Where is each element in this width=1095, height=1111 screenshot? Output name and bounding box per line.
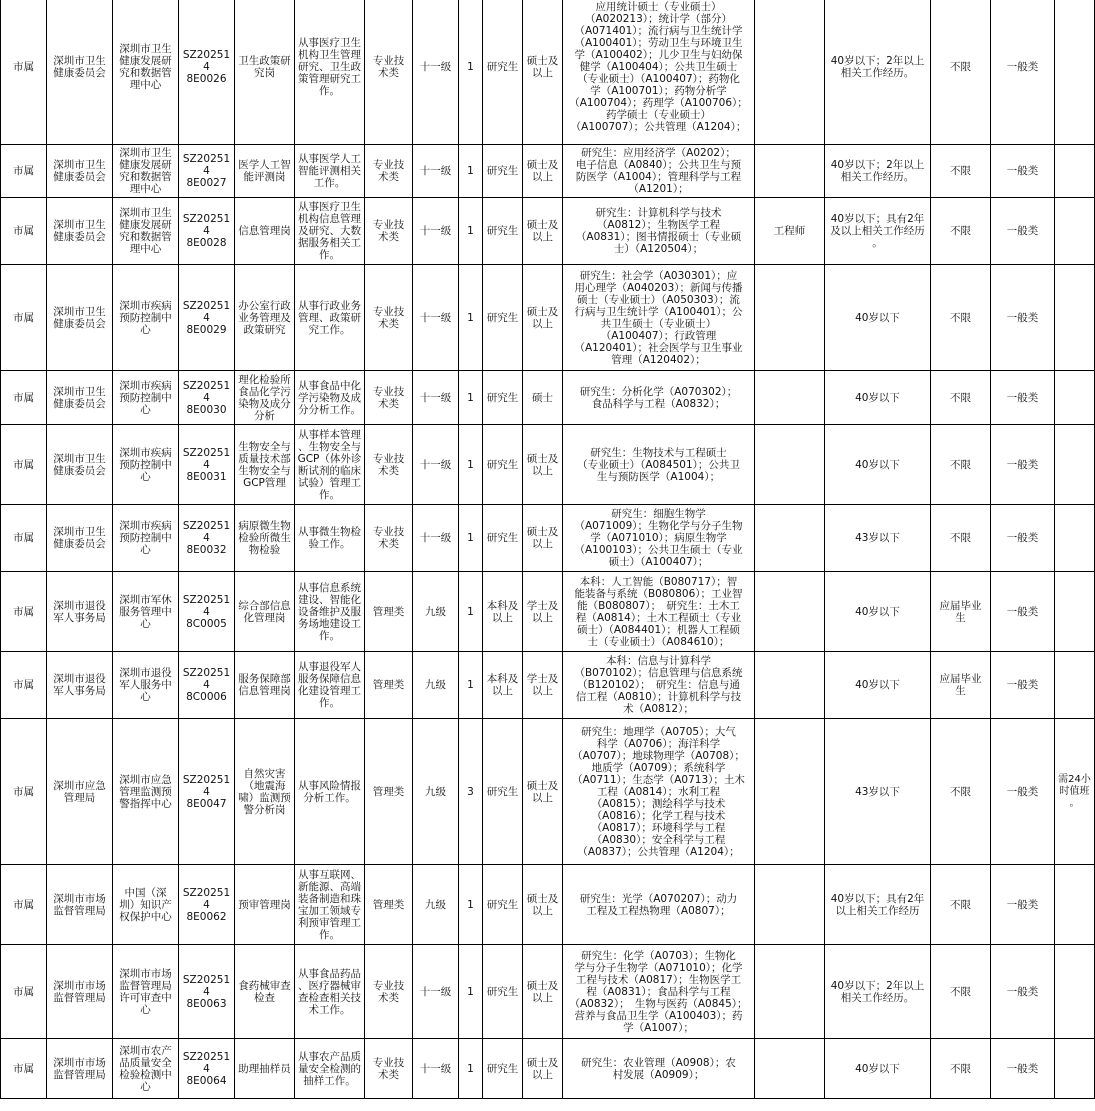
table-row: [1, 198, 1095, 265]
cell-degree: 硕士及 以上: [523, 425, 563, 505]
cell-professional-title: [755, 572, 825, 652]
cell-desc: 从事医学人工 智能评测相关 工作。: [295, 145, 365, 198]
cell-other-requirement: 不限: [931, 265, 991, 371]
cell-note: [1055, 145, 1095, 198]
cell-education: 研究生: [483, 719, 523, 865]
cell-unit: 深圳市卫生 健康发展研 究和数据管 理中心: [113, 145, 179, 198]
cell-grade: 十一级: [413, 945, 459, 1039]
table-row: [1, 572, 1095, 652]
cell-professional-title: [755, 505, 825, 572]
cell-count: 1: [459, 0, 483, 145]
cell-grade: 十一级: [413, 505, 459, 572]
cell-professional-title: [755, 425, 825, 505]
cell-note: [1055, 371, 1095, 425]
cell-other-requirement: 不限: [931, 145, 991, 198]
cell-count: 1: [459, 652, 483, 719]
cell-unit: 深圳市卫生 健康发展研 究和数据管 理中心: [113, 198, 179, 265]
cell-grade: 十一级: [413, 0, 459, 145]
cell-exam-type: 一般类: [991, 865, 1055, 945]
table-row: [1, 145, 1095, 198]
cell-degree: 硕士及 以上: [523, 145, 563, 198]
cell-category: 管理类: [365, 865, 413, 945]
cell-age-requirement: 43岁以下: [825, 505, 931, 572]
cell-age-requirement: 40岁以下；2年以上 相关工作经历。: [825, 945, 931, 1039]
cell-exam-type: 一般类: [991, 719, 1055, 865]
cell-dept: 深圳市退役 军人事务局: [47, 572, 113, 652]
cell-unit: 深圳市市场 监督管理局 许可审查中 心: [113, 945, 179, 1039]
cell-age-requirement: 40岁以下；2年以上 相关工作经历。: [825, 145, 931, 198]
cell-exam-type: 一般类: [991, 505, 1055, 572]
cell-count: 3: [459, 719, 483, 865]
cell-code: SZ202514 8E0032: [179, 505, 235, 572]
cell-note: 需24小 时值班 。: [1055, 719, 1095, 865]
cell-post: 服务保障部 信息管理岗: [235, 652, 295, 719]
cell-other-requirement: 应届毕业 生: [931, 652, 991, 719]
cell-post: 病原微生物 检验所微生 物检验: [235, 505, 295, 572]
cell-professional-title: [755, 371, 825, 425]
cell-count: 1: [459, 1039, 483, 1099]
cell-exam-type: 一般类: [991, 572, 1055, 652]
cell-professional-title: 工程师: [755, 198, 825, 265]
cell-majors: 研究生：分析化学（A070302）； 食品科学与工程（A0832）；: [563, 371, 755, 425]
cell-degree: 硕士及 以上: [523, 719, 563, 865]
cell-level: 市属: [1, 652, 47, 719]
cell-age-requirement: 40岁以下: [825, 652, 931, 719]
cell-post: 办公室行政 业务管理及 政策研究: [235, 265, 295, 371]
cell-category: 专业技 术类: [365, 198, 413, 265]
cell-education: 研究生: [483, 505, 523, 572]
cell-code: SZ202514 8E0062: [179, 865, 235, 945]
table-row: [1, 865, 1095, 945]
cell-majors: 研究生：应用经济学（A0202）； 电子信息（A0840）；公共卫生与预 防医学（A1004）；管理科学与工程 （A1201）；: [563, 145, 755, 198]
cell-note: [1055, 0, 1095, 145]
cell-desc: 从事风险情报 分析工作。: [295, 719, 365, 865]
cell-dept: 深圳市卫生 健康委员会: [47, 265, 113, 371]
cell-level: 市属: [1, 425, 47, 505]
cell-dept: 深圳市卫生 健康委员会: [47, 145, 113, 198]
cell-level: 市属: [1, 865, 47, 945]
cell-note: [1055, 425, 1095, 505]
cell-degree: 硕士及 以上: [523, 945, 563, 1039]
cell-post: 预审管理岗: [235, 865, 295, 945]
cell-degree: 硕士及 以上: [523, 865, 563, 945]
cell-other-requirement: 不限: [931, 198, 991, 265]
cell-other-requirement: 不限: [931, 719, 991, 865]
cell-majors: 本科：人工智能（B080717）；智 能装备与系统（B080806）；工业智 能（B080807）； 研究生：土木工 程（A0814）；土木工程硕士（专业 硕士）（A084401）；机器人工程硕 士（专业硕士）（A084610）；: [563, 572, 755, 652]
cell-category: 专业技 术类: [365, 945, 413, 1039]
cell-age-requirement: 40岁以下；具有2年 以上相关工作经历: [825, 865, 931, 945]
cell-count: 1: [459, 371, 483, 425]
cell-grade: 十一级: [413, 265, 459, 371]
cell-note: [1055, 1039, 1095, 1099]
cell-code: SZ202514 8C0005: [179, 572, 235, 652]
cell-professional-title: [755, 265, 825, 371]
cell-majors: 应用统计硕士（专业硕士） （A020213）；统计学（部分） （A071401）；流行病与卫生统计学 （A100401）；劳动卫生与环境卫生 学（A100402）；儿少卫生与妇幼保 健学（A100404）；公共卫生硕士 （专业硕士）（A100407）；药物化 学（A100701）；药物分析学 （A100704）；药理学（A100706）； 药学硕士（专业硕士） （A100707）；公共管理（A1204）；: [563, 0, 755, 145]
cell-category: 专业技 术类: [365, 145, 413, 198]
cell-degree: 硕士: [523, 371, 563, 425]
cell-exam-type: 一般类: [991, 371, 1055, 425]
cell-count: 1: [459, 865, 483, 945]
cell-education: 研究生: [483, 198, 523, 265]
cell-desc: 从事农产品质 量安全检测的 抽样工作。: [295, 1039, 365, 1099]
cell-count: 1: [459, 145, 483, 198]
cell-category: 专业技 术类: [365, 1039, 413, 1099]
table-row: [1, 945, 1095, 1039]
cell-age-requirement: 40岁以下: [825, 1039, 931, 1099]
cell-code: SZ202514 8E0029: [179, 265, 235, 371]
cell-other-requirement: 不限: [931, 945, 991, 1039]
cell-desc: 从事医疗卫生 机构卫生管理 研究、卫生政 策管理研究工 作。: [295, 0, 365, 145]
cell-code: SZ202514 8C0006: [179, 652, 235, 719]
cell-note: [1055, 505, 1095, 572]
table-row: [1, 371, 1095, 425]
cell-count: 1: [459, 198, 483, 265]
cell-post: 助理抽样员: [235, 1039, 295, 1099]
cell-category: 专业技 术类: [365, 371, 413, 425]
cell-unit: 深圳市卫生 健康发展研 究和数据管 理中心: [113, 0, 179, 145]
cell-code: SZ202514 8E0026: [179, 0, 235, 145]
cell-professional-title: [755, 945, 825, 1039]
cell-majors: 研究生：光学（A070207）；动力 工程及工程热物理（A0807）；: [563, 865, 755, 945]
cell-grade: 十一级: [413, 198, 459, 265]
cell-level: 市属: [1, 145, 47, 198]
cell-exam-type: 一般类: [991, 265, 1055, 371]
cell-category: 管理类: [365, 719, 413, 865]
cell-education: 研究生: [483, 265, 523, 371]
cell-degree: 硕士及 以上: [523, 198, 563, 265]
table-row: [1, 0, 1095, 145]
cell-count: 1: [459, 425, 483, 505]
cell-level: 市属: [1, 265, 47, 371]
cell-level: 市属: [1, 505, 47, 572]
cell-desc: 从事食品药品 、医疗器械审 查检查相关技 术工作。: [295, 945, 365, 1039]
cell-desc: 从事退役军人 服务保障信息 化建设管理工 作。: [295, 652, 365, 719]
cell-count: 1: [459, 945, 483, 1039]
cell-grade: 十一级: [413, 145, 459, 198]
cell-majors: 研究生：地理学（A0705）；大气 科学（A0706）；海洋科学 （A0707）；地球物理学（A0708）； 地质学（A0709）；系统科学 （A0711）；生态学（A0713）；土木 工程（A0814）；水利工程 （A0815）；测绘科学与技术 （A0816）；化学工程与技术 （A0817）；环境科学与工程 （A0830）；安全科学与工程 （A0837）；公共管理（A1204）；: [563, 719, 755, 865]
cell-education: 研究生: [483, 371, 523, 425]
cell-grade: 十一级: [413, 371, 459, 425]
cell-age-requirement: 40岁以下: [825, 265, 931, 371]
cell-grade: 九级: [413, 865, 459, 945]
table-row: [1, 425, 1095, 505]
cell-desc: 从事微生物检 验工作。: [295, 505, 365, 572]
cell-professional-title: [755, 719, 825, 865]
cell-majors: 研究生：农业管理（A0908）；农 村发展（A0909）；: [563, 1039, 755, 1099]
cell-dept: 深圳市市场 监督管理局: [47, 865, 113, 945]
cell-post: 医学人工智 能评测岗: [235, 145, 295, 198]
cell-degree: 硕士及 以上: [523, 0, 563, 145]
cell-unit: 深圳市疾病 预防控制中 心: [113, 505, 179, 572]
cell-level: 市属: [1, 945, 47, 1039]
cell-count: 1: [459, 265, 483, 371]
cell-count: 1: [459, 505, 483, 572]
table-row: [1, 652, 1095, 719]
cell-majors: 研究生：细胞生物学 （A071009）；生物化学与分子生物 学（A071010）；病原生物学 （A100103）；公共卫生硕士（专业 硕士）（A100407）；: [563, 505, 755, 572]
cell-post: 卫生政策研 究岗: [235, 0, 295, 145]
table-row: [1, 505, 1095, 572]
cell-age-requirement: 40岁以下: [825, 371, 931, 425]
cell-grade: 九级: [413, 652, 459, 719]
cell-dept: 深圳市市场 监督管理局: [47, 945, 113, 1039]
cell-post: 生物安全与 质量技术部 生物安全与 GCP管理: [235, 425, 295, 505]
cell-category: 管理类: [365, 652, 413, 719]
cell-post: 理化检验所 食品化学污 染物及成分 分析: [235, 371, 295, 425]
cell-dept: 深圳市应急 管理局: [47, 719, 113, 865]
cell-age-requirement: 40岁以下: [825, 425, 931, 505]
cell-level: 市属: [1, 198, 47, 265]
cell-code: SZ202514 8E0047: [179, 719, 235, 865]
cell-exam-type: 一般类: [991, 198, 1055, 265]
cell-level: 市属: [1, 0, 47, 145]
cell-exam-type: 一般类: [991, 652, 1055, 719]
cell-desc: 从事医疗卫生 机构信息管理 及研究、大数 据服务相关工 作。: [295, 198, 365, 265]
cell-majors: 本科：信息与计算科学 （B070102）；信息管理与信息系统 （B120102）； 研究生：信息与通 信工程（A0810）；计算机科学与技 术（A0812）；: [563, 652, 755, 719]
cell-age-requirement: 40岁以下；2年以上 相关工作经历。: [825, 0, 931, 145]
cell-level: 市属: [1, 572, 47, 652]
cell-exam-type: 一般类: [991, 145, 1055, 198]
cell-age-requirement: 40岁以下；具有2年 及以上相关工作经历 。: [825, 198, 931, 265]
cell-age-requirement: 40岁以下: [825, 572, 931, 652]
cell-unit: 中国（深 圳）知识产 权保护中心: [113, 865, 179, 945]
cell-education: 研究生: [483, 945, 523, 1039]
cell-category: 专业技 术类: [365, 425, 413, 505]
cell-exam-type: 一般类: [991, 1039, 1055, 1099]
table-row: [1, 1039, 1095, 1099]
cell-dept: 深圳市市场 监督管理局: [47, 1039, 113, 1099]
cell-other-requirement: 不限: [931, 371, 991, 425]
cell-dept: 深圳市卫生 健康委员会: [47, 198, 113, 265]
cell-level: 市属: [1, 1039, 47, 1099]
cell-unit: 深圳市疾病 预防控制中 心: [113, 371, 179, 425]
cell-category: 专业技 术类: [365, 0, 413, 145]
cell-other-requirement: 不限: [931, 505, 991, 572]
cell-post: 食药械审查 检查: [235, 945, 295, 1039]
cell-unit: 深圳市疾病 预防控制中 心: [113, 265, 179, 371]
cell-professional-title: [755, 0, 825, 145]
cell-education: 研究生: [483, 425, 523, 505]
cell-code: SZ202514 8E0027: [179, 145, 235, 198]
table-row: [1, 265, 1095, 371]
cell-degree: 学士及 以上: [523, 652, 563, 719]
cell-note: [1055, 652, 1095, 719]
cell-unit: 深圳市军休 服务管理中 心: [113, 572, 179, 652]
cell-level: 市属: [1, 719, 47, 865]
cell-code: SZ202514 8E0030: [179, 371, 235, 425]
cell-desc: 从事互联网、 新能源、高端 装备制造和珠 宝加工领域专 利预审管理工 作。: [295, 865, 365, 945]
cell-count: 1: [459, 572, 483, 652]
cell-category: 专业技 术类: [365, 265, 413, 371]
cell-grade: 九级: [413, 572, 459, 652]
cell-other-requirement: 不限: [931, 1039, 991, 1099]
cell-unit: 深圳市疾病 预防控制中 心: [113, 425, 179, 505]
cell-desc: 从事样本管理 、生物安全与 GCP（体外诊 断试剂的临床 试验）管理工 作。: [295, 425, 365, 505]
cell-professional-title: [755, 652, 825, 719]
cell-code: SZ202514 8E0031: [179, 425, 235, 505]
cell-exam-type: 一般类: [991, 945, 1055, 1039]
cell-grade: 十一级: [413, 1039, 459, 1099]
cell-category: 专业技 术类: [365, 505, 413, 572]
cell-unit: 深圳市农产 品质量安全 检验检测中 心: [113, 1039, 179, 1099]
cell-unit: 深圳市退役 军人服务中 心: [113, 652, 179, 719]
cell-dept: 深圳市卫生 健康委员会: [47, 505, 113, 572]
cell-degree: 硕士及 以上: [523, 265, 563, 371]
cell-other-requirement: 不限: [931, 865, 991, 945]
cell-professional-title: [755, 865, 825, 945]
cell-code: SZ202514 8E0063: [179, 945, 235, 1039]
cell-education: 本科及 以上: [483, 572, 523, 652]
cell-dept: 深圳市卫生 健康委员会: [47, 371, 113, 425]
cell-other-requirement: 不限: [931, 0, 991, 145]
cell-degree: 学士及 以上: [523, 572, 563, 652]
cell-grade: 十一级: [413, 425, 459, 505]
cell-desc: 从事食品中化 学污染物及成 分分析工作。: [295, 371, 365, 425]
cell-code: SZ202514 8E0028: [179, 198, 235, 265]
cell-education: 本科及 以上: [483, 652, 523, 719]
cell-unit: 深圳市应急 管理监测预 警指挥中心: [113, 719, 179, 865]
cell-note: [1055, 198, 1095, 265]
cell-education: 研究生: [483, 865, 523, 945]
cell-post: 综合部信息 化管理岗: [235, 572, 295, 652]
cell-dept: 深圳市卫生 健康委员会: [47, 425, 113, 505]
cell-post: 信息管理岗: [235, 198, 295, 265]
cell-note: [1055, 865, 1095, 945]
cell-exam-type: 一般类: [991, 0, 1055, 145]
cell-education: 研究生: [483, 1039, 523, 1099]
cell-category: 管理类: [365, 572, 413, 652]
cell-desc: 从事信息系统 建设、智能化 设备维护及服 务场地建设工 作。: [295, 572, 365, 652]
cell-post: 自然灾害 （地震海 啸）监测预 警分析岗: [235, 719, 295, 865]
cell-grade: 九级: [413, 719, 459, 865]
cell-dept: 深圳市卫生 健康委员会: [47, 0, 113, 145]
cell-note: [1055, 945, 1095, 1039]
cell-level: 市属: [1, 371, 47, 425]
cell-other-requirement: 应届毕业 生: [931, 572, 991, 652]
cell-degree: 硕士及 以上: [523, 505, 563, 572]
cell-majors: 研究生：计算机科学与技术 （A0812）；生物医学工程 （A0831）；图书情报硕士（专业硕 士）（A120504）；: [563, 198, 755, 265]
cell-majors: 研究生：社会学（A030301）；应 用心理学（A040203）；新闻与传播 硕士（专业硕士）（A050303）；流 行病与卫生统计学（A100401）；公 共卫生硕士（专业硕士） （A100407）；行政管理 （A120401）；社会医学与卫生事业 管理（A120402）；: [563, 265, 755, 371]
cell-education: 研究生: [483, 145, 523, 198]
cell-age-requirement: 43岁以下: [825, 719, 931, 865]
cell-note: [1055, 265, 1095, 371]
cell-dept: 深圳市退役 军人事务局: [47, 652, 113, 719]
cell-degree: 硕士及 以上: [523, 1039, 563, 1099]
cell-majors: 研究生：化学（A0703）；生物化 学与分子生物学（A071010）；化学 工程与技术（A0817）；生物医学工 程（A0831）；食品科学与工程 （A0832）； 生物与医药（A0845）； 营养与食品卫生学（A100403）；药 学（A1007）；: [563, 945, 755, 1039]
cell-professional-title: [755, 1039, 825, 1099]
table-row: [1, 719, 1095, 865]
cell-other-requirement: 不限: [931, 425, 991, 505]
cell-majors: 研究生：生物技术与工程硕士 （专业硕士）（A084501）；公共卫 生与预防医学（A1004）；: [563, 425, 755, 505]
cell-desc: 从事行政业务 管理、政策研 究工作。: [295, 265, 365, 371]
cell-note: [1055, 572, 1095, 652]
cell-professional-title: [755, 145, 825, 198]
cell-code: SZ202514 8E0064: [179, 1039, 235, 1099]
cell-education: 研究生: [483, 0, 523, 145]
cell-exam-type: 一般类: [991, 425, 1055, 505]
